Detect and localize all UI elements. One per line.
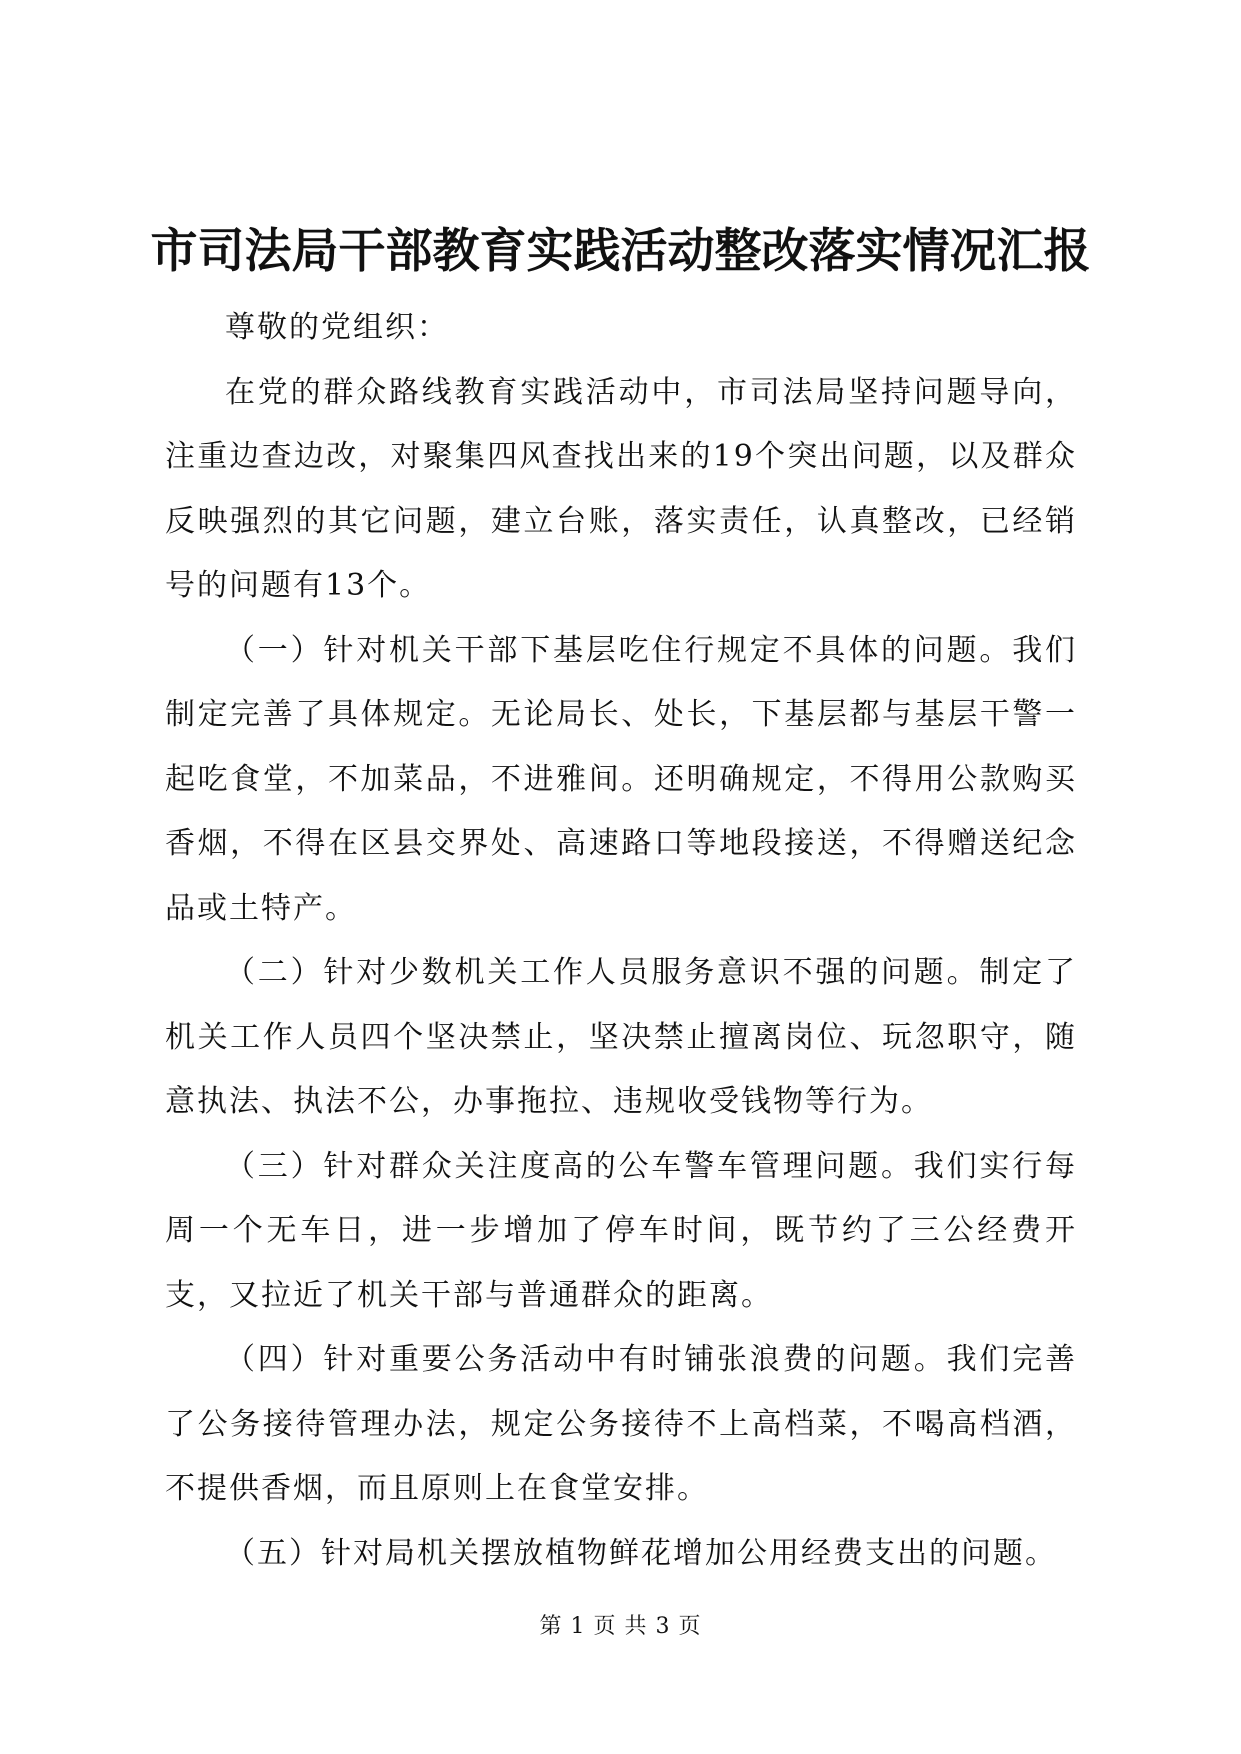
intro-paragraph: 在党的群众路线教育实践活动中，市司法局坚持问题导向，注重边查边改，对聚集四风查找出来的19个突出问题，以及群众反映强烈的其它问题，建立台账，落实责任，认真整改，已经销号的问题有13个。 [165, 374, 1077, 603]
document-body [165, 296, 1077, 1586]
page-footer: 第 1 页 共 3 页 [539, 1614, 702, 1639]
item-two-paragraph: （二）针对少数机关工作人员服务意识不强的问题。制定了机关工作人员四个坚决禁止，坚决禁止擅离岗位、玩忽职守，随意执法、执法不公，办事拖拉、违规收受钱物等行为。 [165, 955, 1077, 1119]
item-one-paragraph: （一）针对机关干部下基层吃住行规定不具体的问题。我们制定完善了具体规定。无论局长、处长，下基层都与基层干警一起吃食堂，不加菜品，不进雅间。还明确规定，不得用公款购买香烟，不得在区县交界处、高速路口等地段接送，不得赠送纪念品或土特产。 [165, 632, 1077, 926]
item-four-paragraph: （四）针对重要公务活动中有时铺张浪费的问题。我们完善了公务接待管理办法，规定公务接待不上高档菜，不喝高档酒，不提供香烟，而且原则上在食堂安排。 [165, 1342, 1077, 1506]
salutation-paragraph: 尊敬的党组织： [225, 310, 449, 345]
item-five-paragraph: （五）针对局机关摆放植物鲜花增加公用经费支出的问题。 [225, 1535, 1057, 1571]
document-title: 市司法局干部教育实践活动整改落实情况汇报 [150, 224, 1091, 279]
item-three-paragraph: （三）针对群众关注度高的公车警车管理问题。我们实行每周一个无车日，进一步增加了停车时间，既节约了三公经费开支，又拉近了机关干部与普通群众的距离。 [165, 1148, 1077, 1313]
